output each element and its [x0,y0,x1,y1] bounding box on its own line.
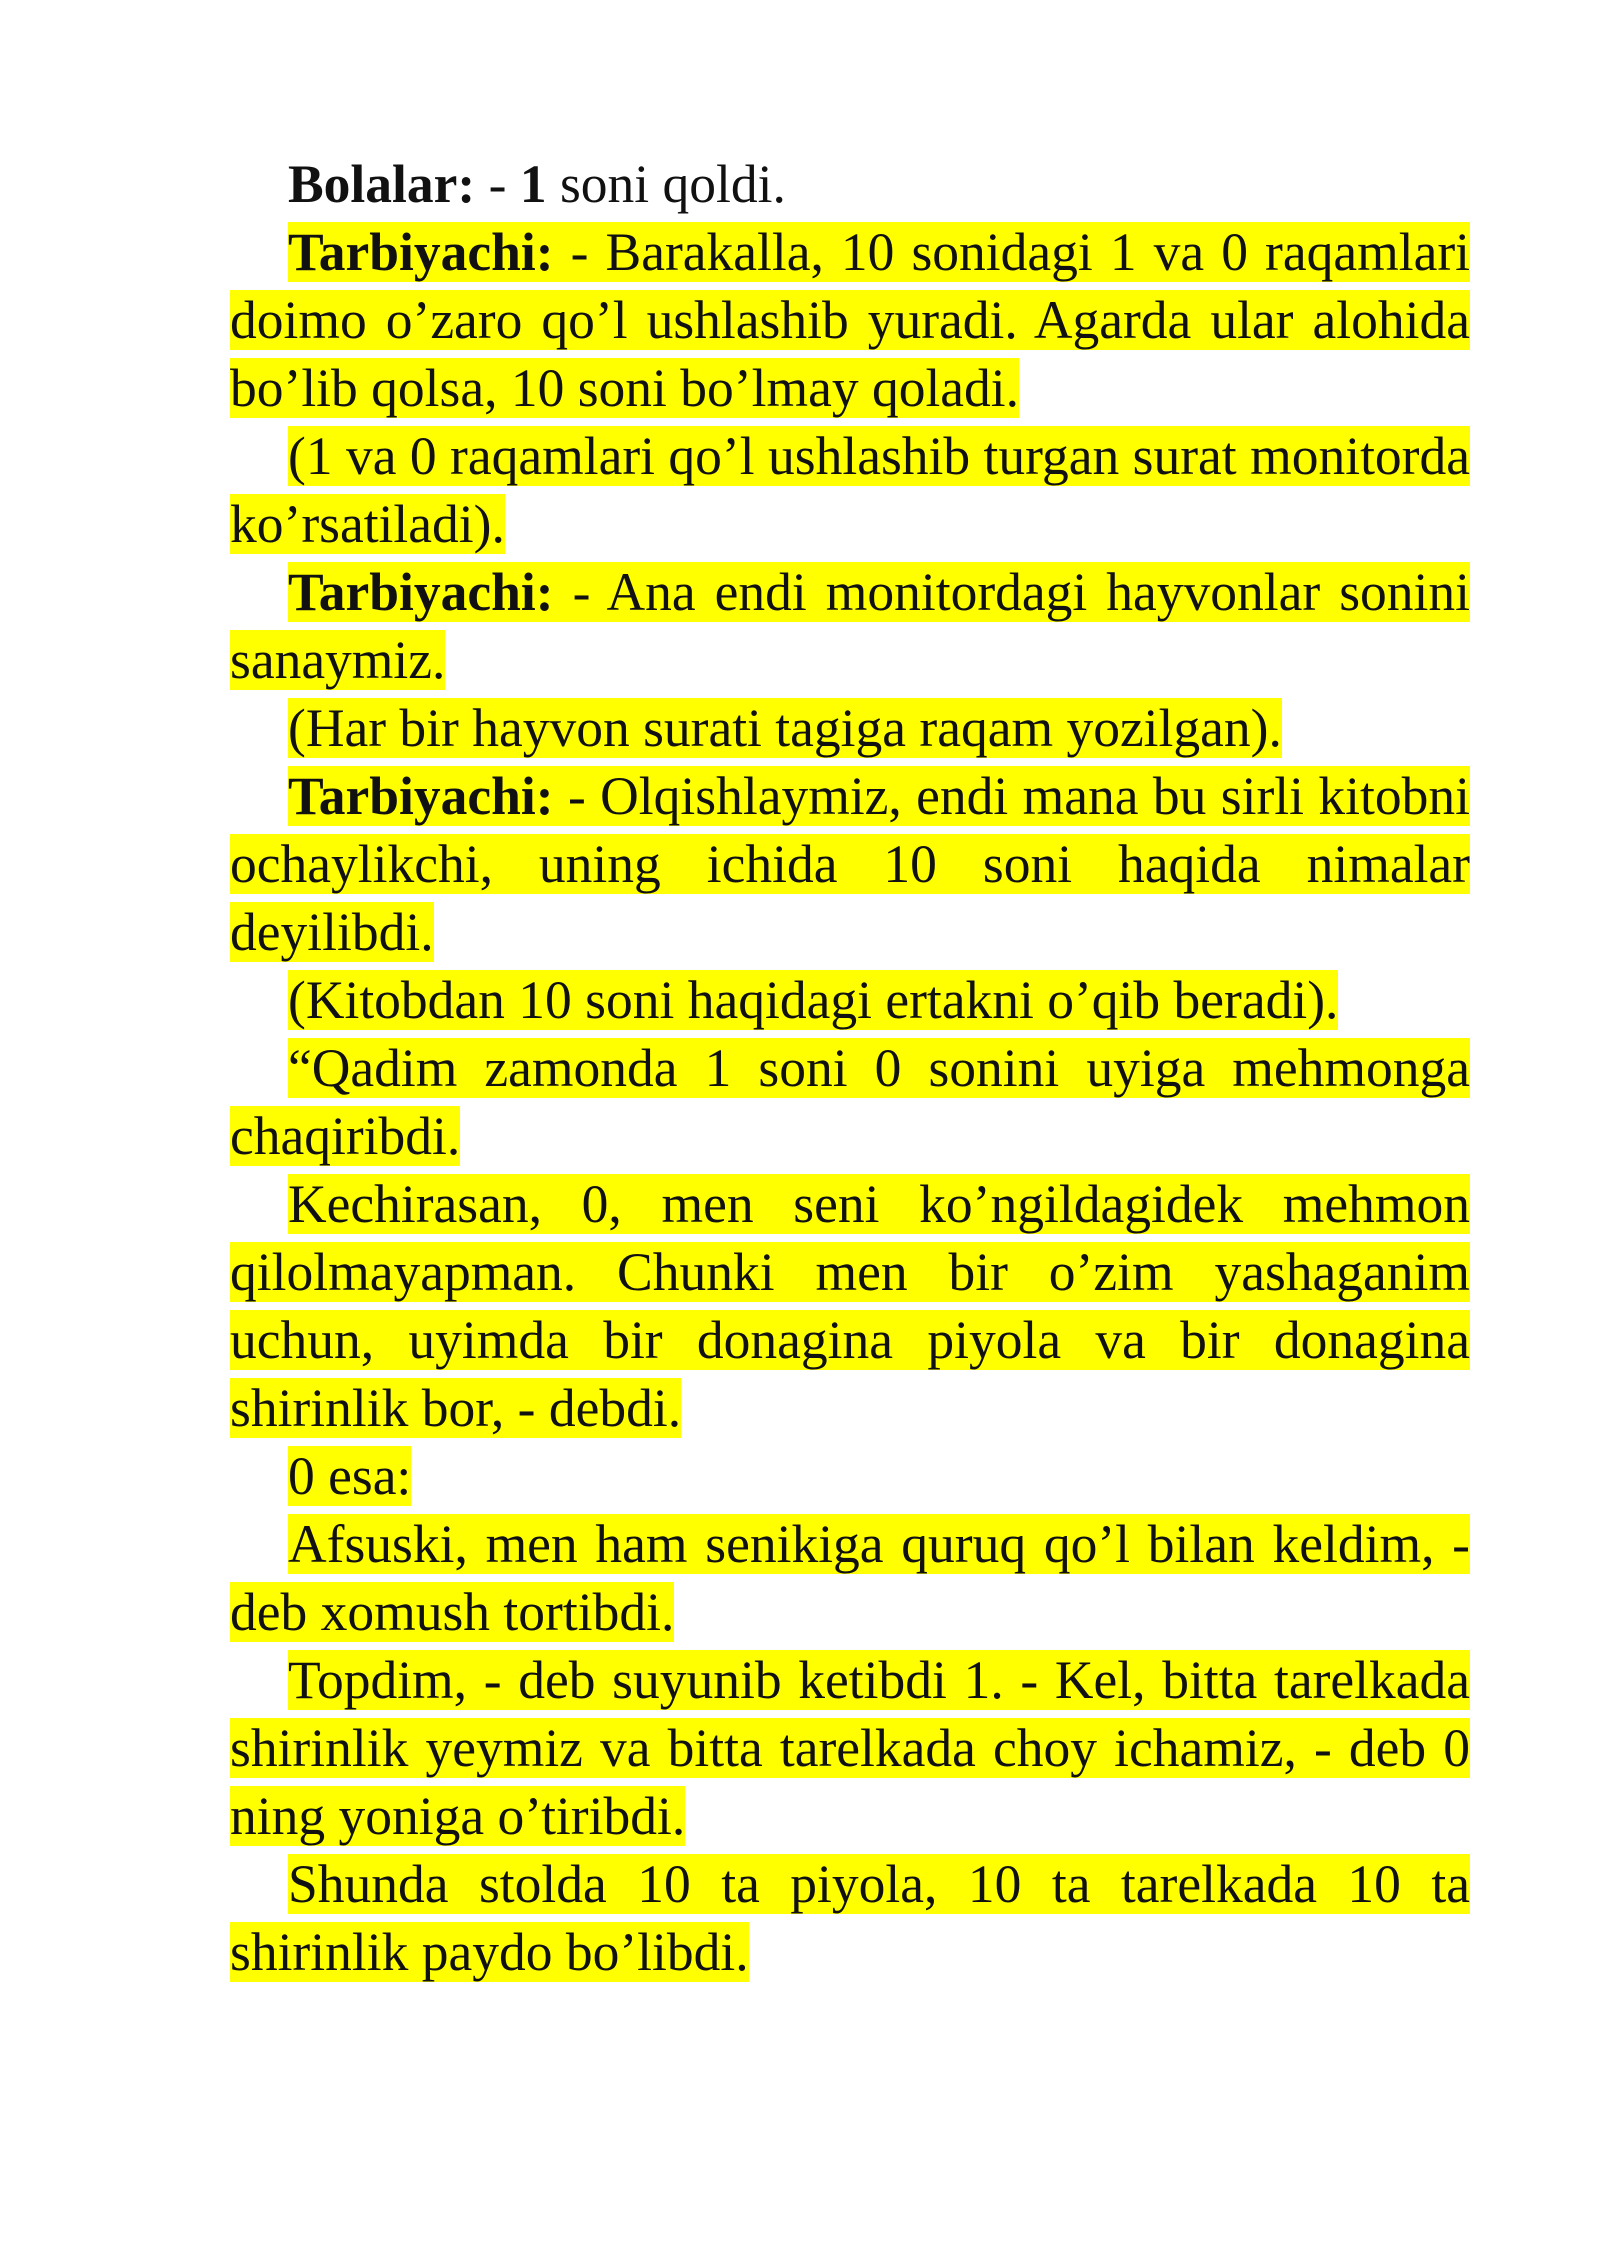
paragraph [230,1034,1470,1170]
paragraph [230,762,1470,966]
text-run: (Kitobdan 10 soni haqidagi ertakni o’qib beradi). [288,970,1339,1030]
paragraph [230,1170,1470,1442]
paragraph [230,966,1470,1034]
text-run: Topdim, - deb suyunib ketibdi 1. - Kel, bitta tarelkada shirinlik yeymiz va bitta tarelkada choy ichamiz, - deb 0 ning yoniga o’tiribdi. [230,1650,1470,1846]
text-run: - [475,154,520,214]
paragraph-text [230,1174,1470,1438]
text-run: - Ana endi monitordagi hayvonlar sonini sanaymiz. [230,562,1470,690]
text-run: (Har bir hayvon surati tagiga raqam yozilgan). [288,698,1282,758]
paragraph-text [288,154,786,214]
speaker-label: Bolalar: [288,154,476,214]
paragraph-text [230,1650,1470,1846]
paragraph [230,422,1470,558]
paragraph-text [230,426,1470,554]
text-run-bold: 1 [519,154,547,214]
text-run: (1 va 0 raqamlari qo’l ushlashib turgan surat monitorda ko’rsatiladi). [230,426,1470,554]
paragraph [230,1850,1470,1986]
speaker-label: Tarbiyachi: [288,562,554,622]
paragraph-text [288,1446,411,1506]
paragraph-text [288,970,1338,1030]
paragraph-text [230,1038,1470,1166]
paragraph [230,150,1470,218]
text-run: 0 esa: [288,1446,412,1506]
paragraph-text [288,698,1282,758]
paragraph [230,218,1470,422]
text-run: Afsuski, men ham senikiga quruq qo’l bilan keldim, - deb xomush tortibdi. [230,1514,1470,1642]
text-run: “Qadim zamonda 1 soni 0 sonini uyiga mehmonga chaqiribdi. [230,1038,1470,1166]
text-run: - Olqishlaymiz, endi mana bu sirli kitobni ochaylikchi, uning ichida 10 soni haqida nimalar deyilibdi. [230,766,1470,962]
speaker-label: Tarbiyachi: [288,766,554,826]
paragraph-text [230,562,1470,690]
speaker-label: Tarbiyachi: [288,222,554,282]
paragraph [230,1510,1470,1646]
text-run: soni qoldi. [546,154,786,214]
text-run: - Barakalla, 10 sonidagi 1 va 0 raqamlari doimo o’zaro qo’l ushlashib yuradi. Agarda ular alohida bo’lib qolsa, 10 soni bo’lmay qoladi. [230,222,1470,418]
paragraph [230,694,1470,762]
text-run: Kechirasan, 0, men seni ko’ngildagidek mehmon qilolmayapman. Chunki men bir o’zim yashaganim uchun, uyimda bir donagina piyola va bir donagina shirinlik bor, - debdi. [230,1174,1470,1438]
paragraph-text [230,1854,1470,1982]
paragraph [230,1646,1470,1850]
paragraph [230,558,1470,694]
text-run: Shunda stolda 10 ta piyola, 10 ta tarelkada 10 ta shirinlik paydo bo’libdi. [230,1854,1470,1982]
paragraph [230,1442,1470,1510]
paragraph-text [230,766,1470,962]
paragraph-text [230,222,1470,418]
document-page [230,150,1470,1986]
paragraph-text [230,1514,1470,1642]
